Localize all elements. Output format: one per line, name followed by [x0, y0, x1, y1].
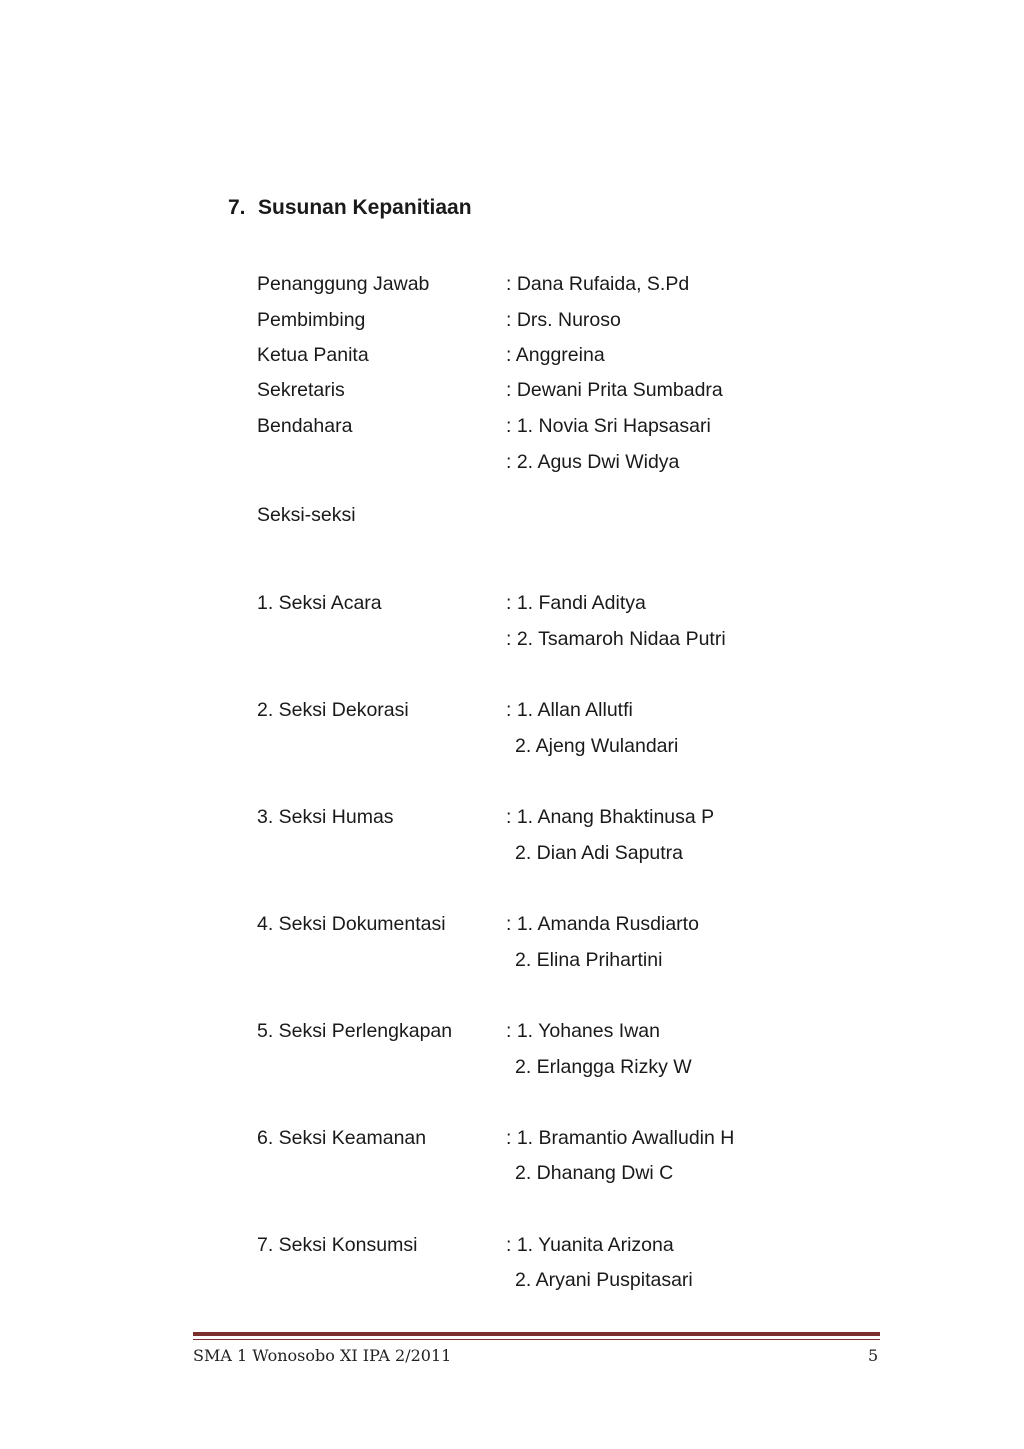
section-title: Susunan Kepanitiaan — [258, 196, 472, 219]
committee-label: Pembimbing — [257, 309, 366, 331]
committee-value: : 2. Agus Dwi Widya — [506, 451, 680, 473]
section-member: 2. Erlangga Rizky W — [515, 1056, 692, 1078]
footer-rule-thin — [193, 1339, 880, 1340]
section-member: : 1. Allan Allutfi — [506, 699, 633, 721]
section-name: 4. Seksi Dokumentasi — [257, 913, 446, 935]
committee-value: : Drs. Nuroso — [506, 309, 621, 331]
section-member: 2. Ajeng Wulandari — [515, 735, 679, 757]
committee-value: : 1. Novia Sri Hapsasari — [506, 415, 711, 437]
section-member: : 1. Anang Bhaktinusa P — [506, 806, 715, 828]
section-member: 2. Elina Prihartini — [515, 949, 663, 971]
section-number: 7. — [228, 196, 246, 219]
section-member: : 1. Yuanita Arizona — [506, 1234, 674, 1256]
section-member: 2. Dian Adi Saputra — [515, 842, 684, 864]
section-heading — [228, 196, 472, 220]
committee-label: Bendahara — [257, 415, 353, 437]
section-member: : 1. Fandi Aditya — [506, 592, 646, 614]
section-name: 1. Seksi Acara — [257, 592, 382, 614]
section-member: : 1. Yohanes Iwan — [506, 1020, 660, 1042]
footer-rule-thick — [193, 1332, 880, 1336]
section-name: 6. Seksi Keamanan — [257, 1127, 427, 1149]
section-name: 7. Seksi Konsumsi — [257, 1234, 418, 1256]
section-name: 2. Seksi Dekorasi — [257, 699, 409, 721]
section-name: 5. Seksi Perlengkapan — [257, 1020, 453, 1042]
section-member: : 1. Amanda Rusdiarto — [506, 913, 699, 935]
page-number: 5 — [868, 1346, 879, 1365]
section-member: 2. Dhanang Dwi C — [515, 1162, 674, 1184]
committee-value: : Anggreina — [506, 344, 605, 366]
sections-heading: Seksi-seksi — [257, 504, 356, 526]
committee-label: Ketua Panita — [257, 344, 369, 366]
section-member: : 1. Bramantio Awalludin H — [506, 1127, 735, 1149]
committee-value: : Dana Rufaida, S.Pd — [506, 273, 690, 295]
committee-value: : Dewani Prita Sumbadra — [506, 379, 723, 401]
committee-label: Penanggung Jawab — [257, 273, 430, 295]
section-member: 2. Aryani Puspitasari — [515, 1269, 693, 1291]
section-member: : 2. Tsamaroh Nidaa Putri — [506, 628, 726, 650]
footer-school: SMA 1 Wonosobo XI IPA 2/2011 — [193, 1346, 452, 1365]
section-name: 3. Seksi Humas — [257, 806, 394, 828]
committee-label: Sekretaris — [257, 379, 345, 401]
